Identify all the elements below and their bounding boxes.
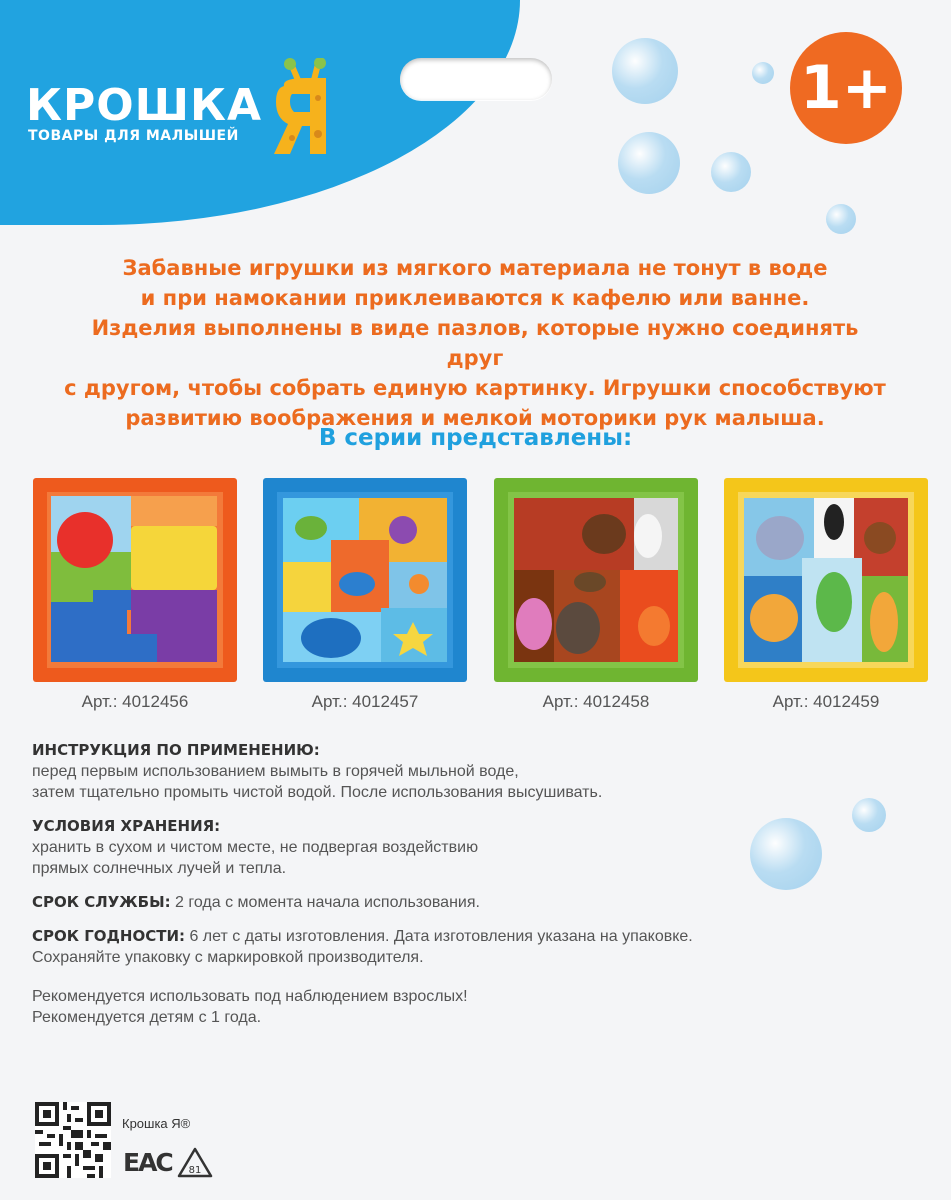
- hang-hole: [400, 58, 552, 100]
- product-card: [33, 478, 237, 712]
- info-section: [32, 740, 912, 1041]
- description-line: Изделия выполнены в виде пазлов, которые нужно соединять друг: [91, 316, 859, 370]
- product-article: Арт.: 4012457: [311, 692, 419, 711]
- shelf-text: 6 лет с даты изготовления. Дата изготовления указана на упаковке.: [185, 928, 693, 945]
- usage-block: [32, 740, 912, 803]
- shelf-line-2: Сохраняйте упаковку с маркировкой производителя.: [32, 949, 424, 966]
- logo-banner: [0, 0, 520, 225]
- description-line: с другом, чтобы собрать единую картинку. Игрушки способствуют: [64, 376, 886, 400]
- shelf-block: [32, 926, 912, 968]
- product-article: Арт.: 4012456: [81, 692, 189, 711]
- product-card: [263, 478, 467, 712]
- brand-logo-text: КРОШКА: [26, 80, 262, 131]
- bubble-decoration: [618, 132, 680, 194]
- bubble-decoration: [752, 62, 774, 84]
- usage-line: перед первым использованием вымыть в горячей мыльной воде,: [32, 763, 519, 780]
- product-image-sea-animals: [263, 478, 467, 682]
- qr-code-icon: [35, 1102, 111, 1178]
- product-image-jungle-animals: [724, 478, 928, 682]
- product-card: [494, 478, 698, 712]
- service-block: [32, 892, 912, 913]
- storage-line: хранить в сухом и чистом месте, не подвергая воздействию: [32, 839, 479, 856]
- bubble-decoration: [826, 204, 856, 234]
- product-card: [724, 478, 928, 712]
- product-description: [60, 253, 890, 433]
- recommend-line: Рекомендуется использовать под наблюдением взрослых!: [32, 988, 468, 1005]
- service-line: [32, 892, 912, 913]
- shelf-heading: СРОК ГОДНОСТИ:: [32, 927, 186, 945]
- recommend-block: [32, 986, 912, 1028]
- age-badge: 1+: [790, 32, 902, 144]
- product-article: Арт.: 4012459: [772, 692, 880, 711]
- brand-name: Крошка Я®: [122, 1116, 191, 1131]
- description-line: и при намокании приклеиваются к кафелю или ванне.: [140, 286, 810, 310]
- product-article: Арт.: 4012458: [542, 692, 650, 711]
- shelf-line: [32, 926, 912, 947]
- product-image-forest-animals: [494, 478, 698, 682]
- bubble-decoration: [612, 38, 678, 104]
- series-title: В серии представлены:: [318, 425, 633, 451]
- giraffe-logo-icon: [262, 58, 352, 158]
- storage-line: прямых солнечных лучей и тепла.: [32, 860, 287, 877]
- usage-line: затем тщательно промыть чистой водой. После использования высушивать.: [32, 784, 603, 801]
- bubble-decoration: [711, 152, 751, 192]
- recycle-code: 81: [188, 1165, 202, 1176]
- recycle-icon: [176, 1146, 214, 1180]
- description-line: Забавные игрушки из мягкого материала не тонут в воде: [122, 256, 828, 280]
- service-heading: СРОК СЛУЖБЫ:: [32, 893, 171, 911]
- recommend-line: Рекомендуется детям с 1 года.: [32, 1009, 262, 1026]
- usage-heading: ИНСТРУКЦИЯ ПО ПРИМЕНЕНИЮ:: [32, 741, 320, 759]
- brand-tagline: ТОВАРЫ ДЛЯ МАЛЫШЕЙ: [28, 128, 239, 144]
- service-text: 2 года с момента начала использования.: [170, 894, 480, 911]
- eac-mark: ЕАС: [123, 1148, 172, 1177]
- storage-block: [32, 816, 912, 879]
- product-image-shapes-puzzle: [33, 478, 237, 682]
- description-line: развитию воображения и мелкой моторики рук малыша.: [125, 406, 825, 430]
- storage-heading: УСЛОВИЯ ХРАНЕНИЯ:: [32, 817, 221, 835]
